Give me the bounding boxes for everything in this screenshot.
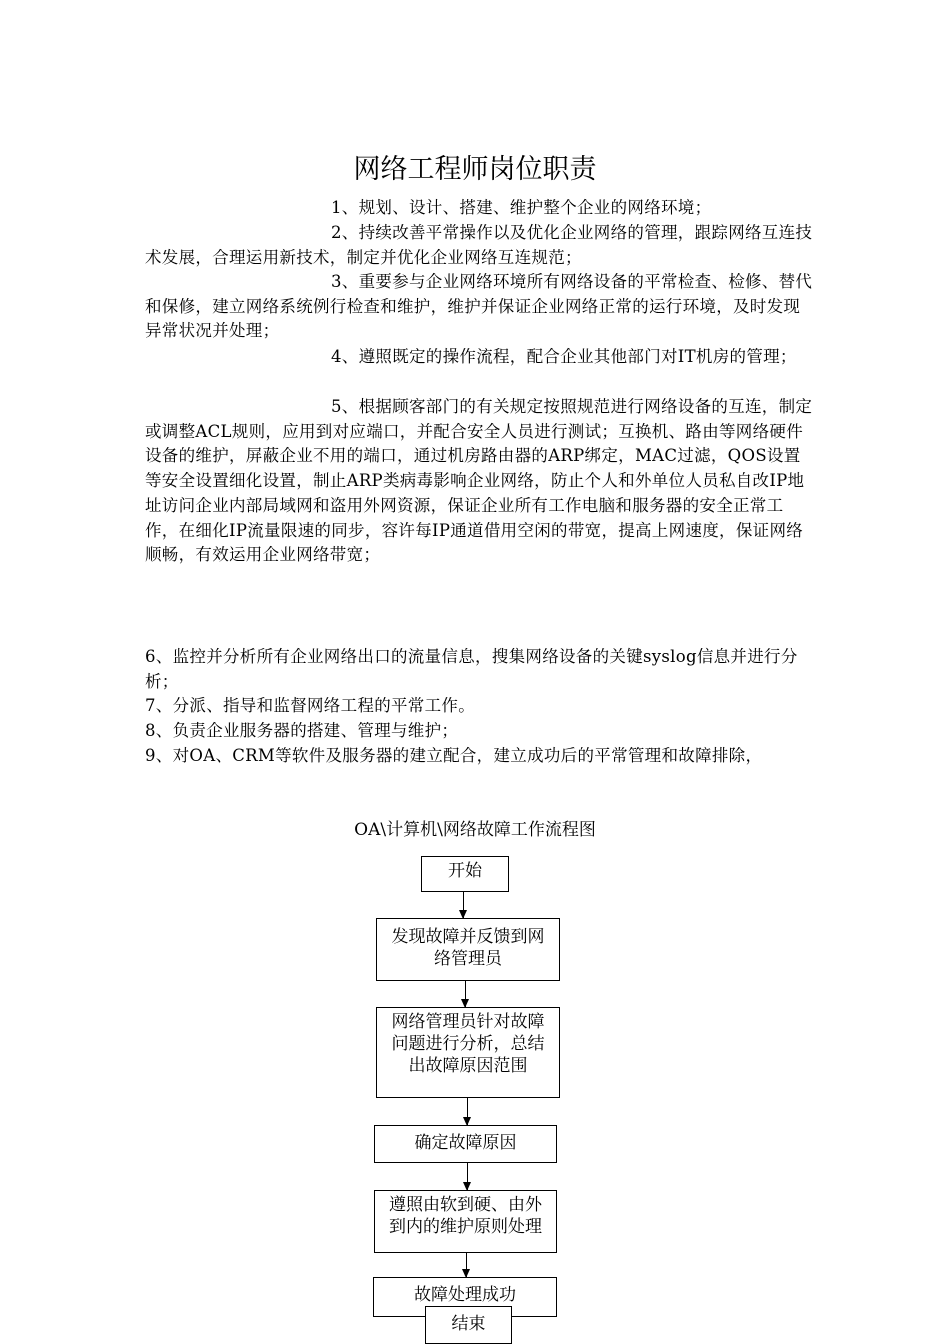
duty-item-6: 6、监控并分析所有企业网络出口的流量信息，搜集网络设备的关键syslog信息并进行分析； (145, 647, 798, 691)
duty-item-2: 2、持续改善平常操作以及优化企业网络的管理，跟踪网络互连技术发展，合理运用新技术，制定并优化企业网络互连规范； (145, 223, 813, 267)
flow-step-analyze: 网络管理员针对故障问题进行分析，总结出故障原因范围 (376, 1007, 560, 1098)
flow-arrow-5 (466, 1253, 467, 1277)
flow-arrow-4 (467, 1163, 468, 1190)
duty-item-1: 1、规划、设计、搭建、维护整个企业的网络环境； (331, 198, 712, 217)
flowchart-title: OA\计算机\网络故障工作流程图 (354, 820, 596, 840)
flow-step-report: 发现故障并反馈到网络管理员 (376, 918, 560, 981)
duty-item-7: 7、分派、指导和监督网络工程的平常工作。 (145, 696, 475, 715)
flow-step-identify: 确定故障原因 (374, 1125, 557, 1163)
flow-step-start: 开始 (421, 856, 509, 892)
flow-arrow-1 (463, 892, 464, 918)
duty-item-9: 9、对OA、CRM等软件及服务器的建立配合，建立成功后的平常管理和故障排除， (145, 746, 763, 765)
duty-item-4: 4、遵照既定的操作流程，配合企业其他部门对IT机房的管理； (331, 347, 797, 366)
flow-step-repair: 遵照由软到硬、由外到内的维护原则处理 (374, 1190, 557, 1253)
duty-item-3: 3、重要参与企业网络环境所有网络设备的平常检查、检修、替代和保修，建立网络系统例行检查和维护，维护并保证企业网络正常的运行环境，及时发现异常状况并处理； (145, 272, 813, 341)
duty-item-8: 8、负责企业服务器的搭建、管理与维护； (145, 721, 459, 740)
flow-step-success: 故障处理成功 (373, 1277, 557, 1317)
flow-arrow-3 (467, 1098, 468, 1125)
flow-arrow-2 (465, 981, 466, 1007)
document-title: 网络工程师岗位职责 (353, 154, 597, 185)
duty-item-5: 5、根据顾客部门的有关规定按照规范进行网络设备的互连，制定或调整ACL规则，应用到对应端口，并配合安全人员进行测试；互换机、路由等网络硬件设备的维护，屏蔽企业不用的端口，通过机房路由器的ARP绑定，MAC过滤，QOS设置等安全设置细化设置，制止ARP类病毒影响企业网络，防止个人和外单位人员私自改IP地址访问企业内部局域网和盗用外网资源，保证企业所有工作电脑和服务器的安全正常工作，在细化IP流量限速的同步，容许每IP通道借用空闲的带宽，提高上网速度，保证网络顺畅，有效运用企业网络带宽； (145, 397, 813, 565)
flow-step-end: 结束 (425, 1306, 512, 1344)
